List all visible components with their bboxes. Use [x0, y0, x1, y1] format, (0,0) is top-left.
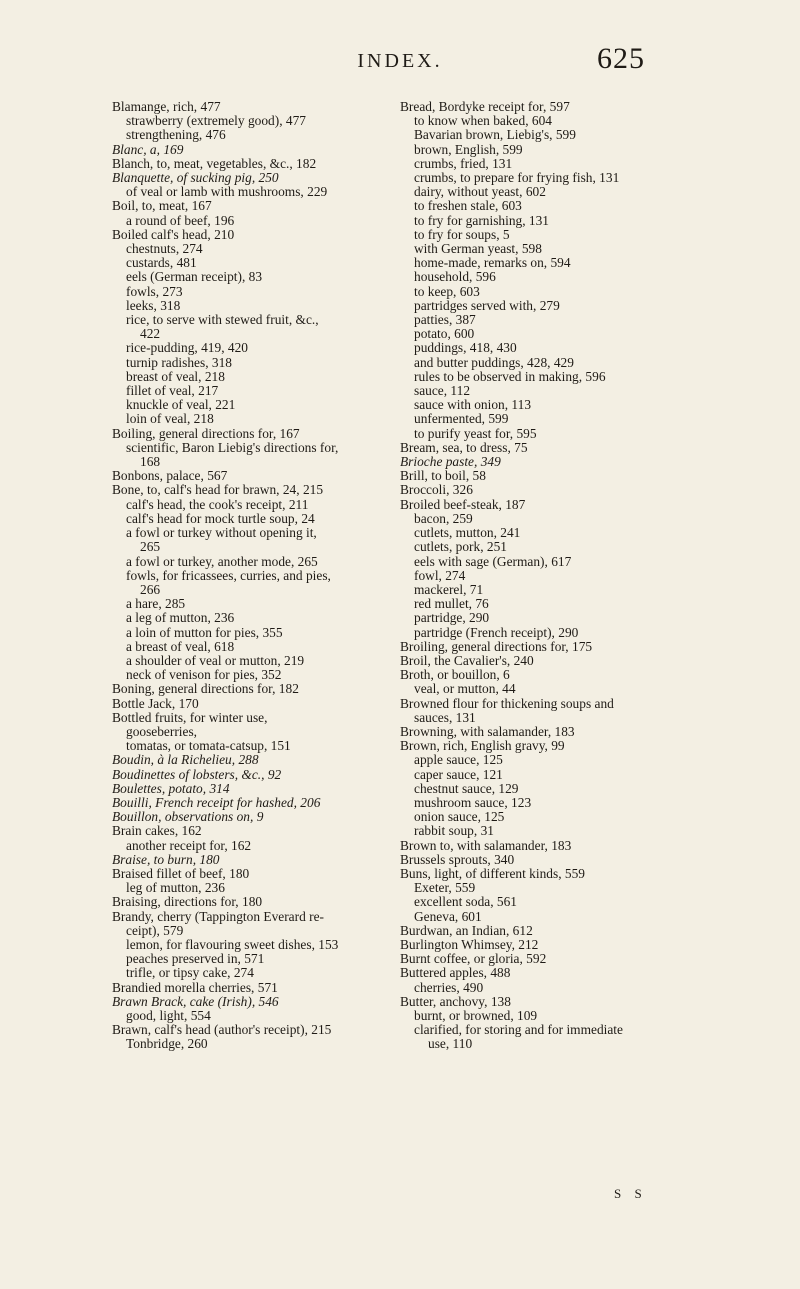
index-column-left [112, 100, 382, 1052]
index-entry: breast of veal, 218 [126, 368, 225, 384]
index-entry: Geneva, 601 [414, 908, 482, 924]
index-entry: mackerel, 71 [414, 581, 484, 597]
index-entry: burnt, or browned, 109 [414, 1008, 538, 1023]
index-entry: Browned flour for thickening soups and [400, 695, 614, 711]
index-entry: sauce, 112 [414, 383, 471, 399]
index-entry: rules to be observed in making, 596 [414, 368, 606, 384]
index-entry: fowl, 274 [414, 567, 466, 583]
index-entry: to fry for soups, 5 [414, 226, 510, 242]
index-entry: partridge, 290 [414, 610, 490, 626]
index-entry: a loin of mutton for pies, 355 [126, 624, 283, 640]
index-entry: use, 110 [428, 1036, 473, 1052]
index-entry: excellent soda, 561 [414, 894, 517, 910]
index-entry: dairy, without yeast, 602 [414, 184, 546, 200]
index-entry: Burnt coffee, or gloria, 592 [400, 951, 547, 967]
index-entry: Buns, light, of different kinds, 559 [400, 865, 585, 881]
index-entry: 266 [140, 581, 161, 597]
index-entry: Boiling, general directions for, 167 [112, 425, 300, 441]
index-entry: Bottle Jack, 170 [112, 695, 199, 711]
index-entry: calf's head, the cook's receipt, 211 [126, 496, 309, 512]
index-entry: 168 [140, 454, 161, 470]
index-entry: leeks, 318 [126, 297, 181, 313]
index-entry: Brill, to boil, 58 [400, 468, 486, 484]
index-entry: Broccoli, 326 [400, 482, 473, 498]
index-entry: Broiled beef-steak, 187 [400, 496, 526, 512]
index-entry: Brawn, calf's head (author's receipt), 215 [112, 1022, 332, 1038]
index-entry: good, light, 554 [126, 1008, 211, 1023]
index-entry: Burlington Whimsey, 212 [400, 936, 539, 952]
index-entry: to freshen stale, 603 [414, 198, 522, 214]
page-number: 625 [597, 42, 645, 75]
index-column-right [400, 100, 722, 1052]
index-entry: a fowl or turkey, another mode, 265 [126, 553, 318, 569]
index-entry: Brown to, with salamander, 183 [400, 837, 572, 853]
index-entry: veal, or mutton, 44 [414, 681, 516, 697]
index-entry: ceipt), 579 [126, 922, 184, 938]
index-entry: Boudin, à la Richelieu, 288 [112, 752, 259, 768]
index-entry: cutlets, mutton, 241 [414, 525, 521, 541]
index-entry: scientific, Baron Liebig's directions for, [126, 439, 339, 455]
index-entry: Browning, with salamander, 183 [400, 723, 575, 739]
index-entry: a fowl or turkey without opening it, [126, 525, 317, 541]
index-entry: Boulettes, potato, 314 [112, 780, 230, 796]
index-entry: apple sauce, 125 [414, 752, 503, 768]
index-entry: Bouillon, observations on, 9 [112, 809, 264, 825]
index-entry: rice, to serve with stewed fruit, &c., [126, 312, 319, 328]
index-entry: brown, English, 599 [414, 141, 523, 157]
index-entry: Broil, the Cavalier's, 240 [400, 652, 534, 668]
index-entry: Blanch, to, meat, vegetables, &c., 182 [112, 155, 317, 171]
index-entry: Buttered apples, 488 [400, 965, 511, 981]
index-entry: Bouilli, French receipt for hashed, 206 [112, 794, 321, 810]
index-entry: knuckle of veal, 221 [126, 397, 236, 413]
index-entry: Broth, or bouillon, 6 [400, 667, 510, 683]
index-entry: to keep, 603 [414, 283, 480, 299]
index-entry: Bonbons, palace, 567 [112, 468, 228, 484]
index-entry: Blanc, a, 169 [112, 141, 184, 157]
index-entry: a leg of mutton, 236 [126, 610, 235, 626]
running-head: INDEX. [357, 50, 443, 72]
index-entry: unfermented, 599 [414, 411, 509, 427]
index-entry: chestnut sauce, 129 [414, 780, 519, 796]
index-entry: Boil, to, meat, 167 [112, 198, 212, 214]
index-entry: caper sauce, 121 [414, 766, 503, 782]
index-entry: eels with sage (German), 617 [414, 553, 572, 569]
index-entry: crumbs, fried, 131 [414, 155, 513, 171]
index-entry: red mullet, 76 [414, 596, 489, 612]
index-entry: lemon, for flavouring sweet dishes, 153 [126, 936, 339, 952]
index-entry: fillet of veal, 217 [126, 383, 219, 399]
index-entry: another receipt for, 162 [126, 837, 252, 853]
index-entry: strawberry (extremely good), 477 [126, 113, 306, 129]
index-entry: Boiled calf's head, 210 [112, 226, 235, 242]
index-entry: trifle, or tipsy cake, 274 [126, 965, 254, 981]
index-entry: of veal or lamb with mushrooms, 229 [126, 184, 328, 200]
index-entry: 422 [140, 326, 161, 342]
index-entry: Boudinettes of lobsters, &c., 92 [112, 766, 282, 782]
index-entry: cherries, 490 [414, 979, 484, 995]
index-entry: eels (German receipt), 83 [126, 269, 263, 285]
index-entry: custards, 481 [126, 255, 197, 271]
index-entry: rice-pudding, 419, 420 [126, 340, 248, 356]
index-entry: Brown, rich, English gravy, 99 [400, 738, 565, 754]
index-entry: Boning, general directions for, 182 [112, 681, 299, 697]
index-entry: with German yeast, 598 [414, 241, 542, 257]
index-entry: neck of venison for pies, 352 [126, 667, 282, 683]
index-entry: potato, 600 [414, 326, 475, 342]
index-entry: bacon, 259 [414, 510, 473, 526]
index-entry: mushroom sauce, 123 [414, 794, 532, 810]
index-entry: Blanquette, of sucking pig, 250 [112, 170, 279, 186]
index-entry: to know when baked, 604 [414, 113, 552, 129]
index-entry: turnip radishes, 318 [126, 354, 232, 370]
index-entry: Brandy, cherry (Tappington Everard re- [112, 908, 324, 924]
index-entry: peaches preserved in, 571 [126, 951, 265, 967]
index-entry: Bavarian brown, Liebig's, 599 [414, 127, 576, 143]
index-entry: patties, 387 [414, 312, 476, 328]
index-entry: Butter, anchovy, 138 [400, 993, 511, 1009]
index-entry: tomatas, or tomata-catsup, 151 [126, 738, 291, 754]
index-entry: Tonbridge, 260 [126, 1036, 208, 1052]
index-entry: household, 596 [414, 269, 496, 285]
index-entry: clarified, for storing and for immediate [414, 1022, 623, 1038]
index-entry: onion sauce, 125 [414, 809, 505, 825]
index-entry: 265 [140, 539, 161, 555]
index-entry: a shoulder of veal or mutton, 219 [126, 652, 305, 668]
index-entry: puddings, 418, 430 [414, 340, 517, 356]
index-entry: Braised fillet of beef, 180 [112, 865, 250, 881]
index-entry: a breast of veal, 618 [126, 638, 235, 654]
index-entry: rabbit soup, 31 [414, 823, 494, 839]
index-entry: Blamange, rich, 477 [112, 99, 221, 114]
index-entry: Bottled fruits, for winter use, [112, 709, 268, 725]
index-entry: fowls, 273 [126, 283, 183, 299]
index-entry: leg of mutton, 236 [126, 880, 225, 896]
index-entry: to fry for garnishing, 131 [414, 212, 549, 228]
index-entry: Braising, directions for, 180 [112, 894, 263, 910]
index-entry: Brandied morella cherries, 571 [112, 979, 278, 995]
index-entry: a hare, 285 [126, 596, 186, 612]
index-entry: a round of beef, 196 [126, 212, 235, 228]
index-entry: Bream, sea, to dress, 75 [400, 439, 528, 455]
index-entry: Brain cakes, 162 [112, 823, 202, 839]
index-entry: Braise, to burn, 180 [112, 851, 220, 867]
index-entry: Brawn Brack, cake (Irish), 546 [112, 993, 279, 1009]
index-entry: and butter puddings, 428, 429 [414, 354, 574, 370]
index-entry: Brioche paste, 349 [400, 454, 501, 470]
index-entry: to purify yeast for, 595 [414, 425, 537, 441]
index-entry: gooseberries, [126, 723, 198, 739]
index-entry: Bone, to, calf's head for brawn, 24, 215 [112, 482, 324, 498]
index-entry: calf's head for mock turtle soup, 24 [126, 510, 315, 526]
index-entry: Bread, Bordyke receipt for, 597 [400, 99, 570, 114]
index-entry: fowls, for fricassees, curries, and pies, [126, 567, 331, 583]
index-entry: crumbs, to prepare for frying fish, 131 [414, 170, 620, 186]
index-entry: Exeter, 559 [414, 880, 476, 896]
index-entry: partridge (French receipt), 290 [414, 624, 579, 640]
index-entry: chestnuts, 274 [126, 241, 203, 257]
index-entry: cutlets, pork, 251 [414, 539, 507, 555]
index-entry: sauce with onion, 113 [414, 397, 532, 413]
index-entry: Brussels sprouts, 340 [400, 851, 515, 867]
index-entry: strengthening, 476 [126, 127, 226, 143]
index-entry: partridges served with, 279 [414, 297, 560, 313]
index-entry: loin of veal, 218 [126, 411, 214, 427]
index-entry: Broiling, general directions for, 175 [400, 638, 593, 654]
index-entry: sauces, 131 [414, 709, 476, 725]
signature-mark: S S [614, 1186, 647, 1201]
index-entry: home-made, remarks on, 594 [414, 255, 571, 271]
index-entry: Burdwan, an Indian, 612 [400, 922, 533, 938]
